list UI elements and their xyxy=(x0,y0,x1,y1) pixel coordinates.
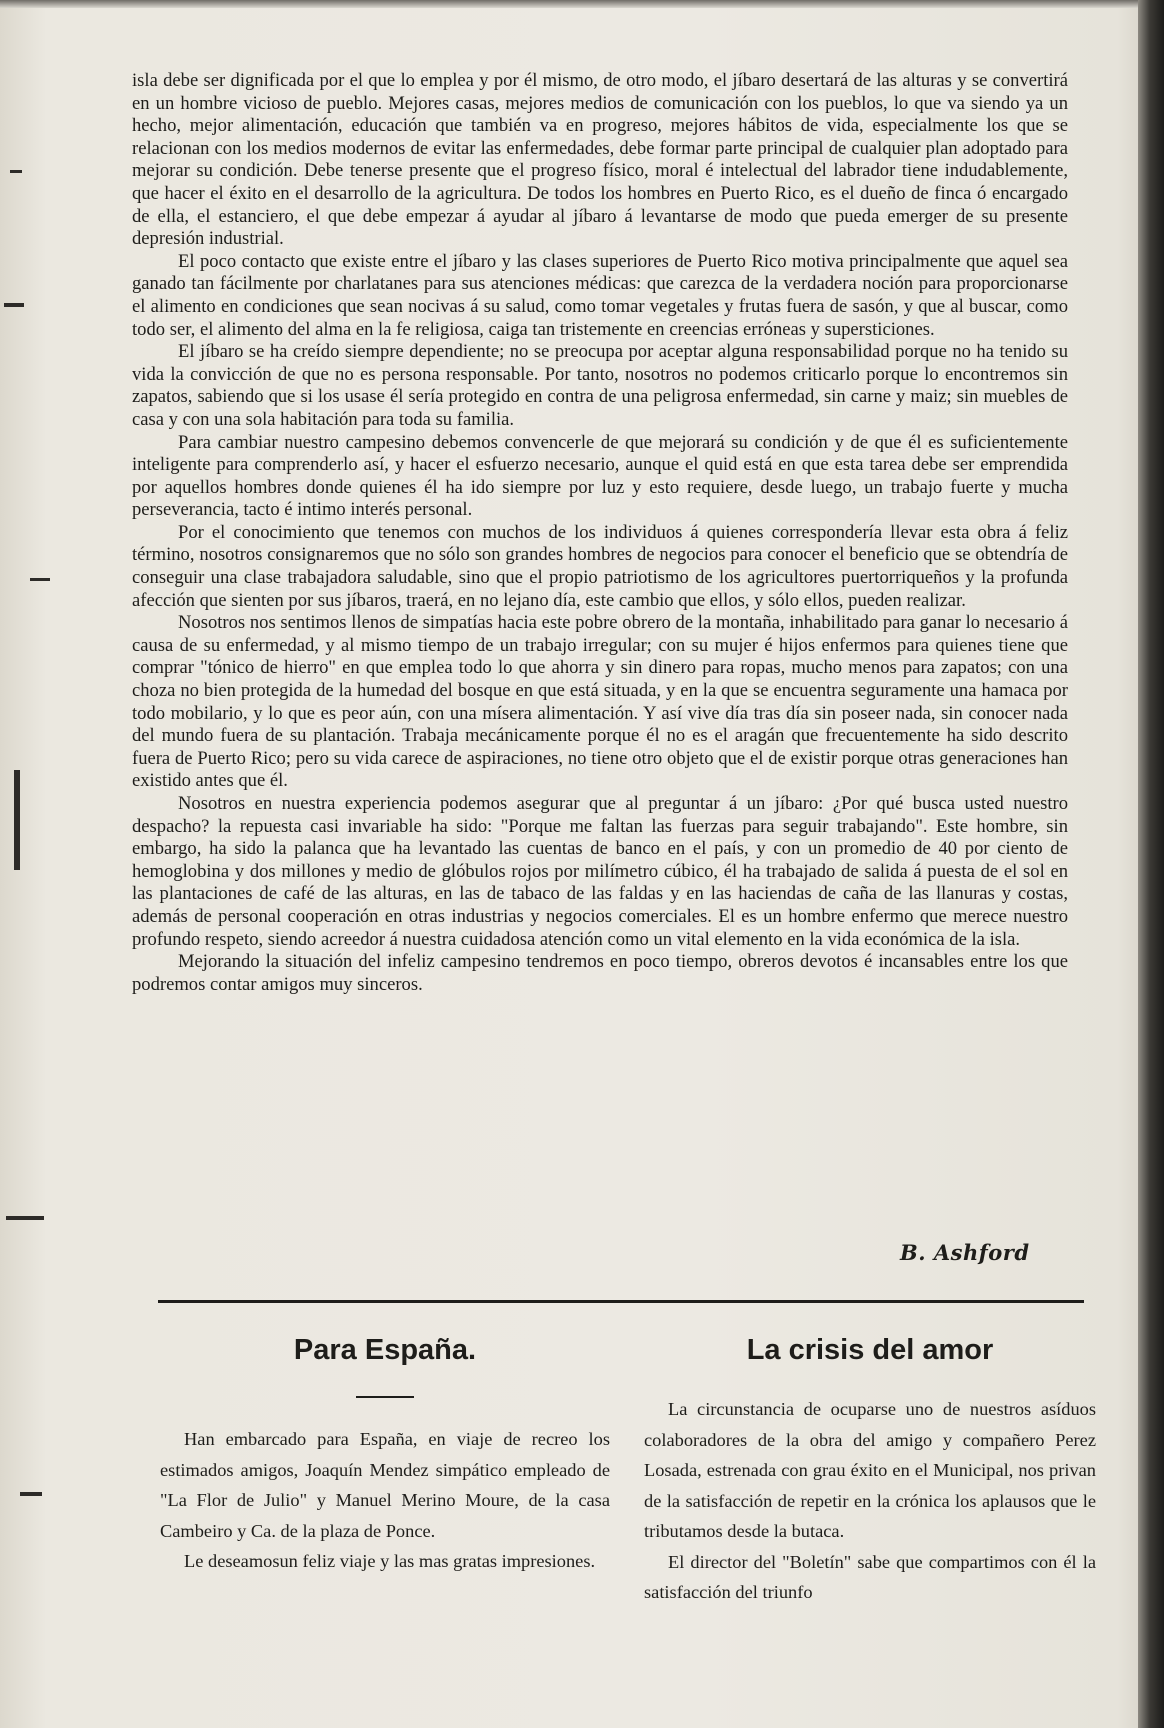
main-article xyxy=(132,70,1068,996)
left-column xyxy=(160,1324,610,1577)
page-top-edge xyxy=(0,0,1164,8)
section-divider xyxy=(158,1300,1084,1303)
article-paragraph: isla debe ser dignificada por el que lo emplea y por él mismo, de otro modo, el jíbaro desertará de las alturas y se convertirá en un hombre vicioso de pueblo. Mejores casas, mejores medios de comunicación con los pueblos, lo que va siendo ya un hecho, mejor alimentación, educación que también va en progreso, mejores hábitos de vida, especialmente los que se relacionan con los medios modernos de evitar las enfermedades, debe formar parte principal de cualquier plan adoptado para mejorar su condición. Debe tenerse presente que el progreso físico, moral é intelectual del labrador tiene indudablemente, que hacer el éxito en el desarrollo de la agricultura. De todos los hombres en Puerto Rico, es el dueño de finca ó encargado de ella, el estanciero, el que debe empezar á ayudar al jíbaro á levantarse de modo que pueda emerger de su presente depresión industrial. xyxy=(132,70,1068,250)
title-underline xyxy=(356,1396,414,1398)
article-paragraph: Nosotros en nuestra experiencia podemos asegurar que al preguntar á un jíbaro: ¿Por qué busca usted nuestro despacho? la repuesta casi invariable ha sido: "Porque me faltan las fuerzas para seguir trabajando". Este hombre, sin embargo, ha sido la palanca que ha levantado las cuentas de banco en el país, y con un promedio de 40 por ciento de hemoglobina y dos millones y medio de glóbulos rojos por milímetro cúbico, él ha trabajado de salida á puesta de el sol en las plantaciones de café de las alturas, en las de tabaco de las faldas y en las haciendas de caña de las llanuras y costas, además de personal cooperación en otras industrias y negocios comerciales. El es un hombre enfermo que merece nuestro profundo respeto, siendo acreedor á nuestra cuidadosa atención como un vital elemento en la vida económica de la isla. xyxy=(132,793,1068,950)
right-column-title: La crisis del amor xyxy=(746,1334,994,1366)
left-column-paragraph: Le deseamosun feliz viaje y las mas gratas impresiones. xyxy=(184,1551,596,1571)
page-right-edge xyxy=(1138,0,1164,1728)
article-paragraph: Para cambiar nuestro campesino debemos convencerle de que mejorará su condición y de que él es suficientemente inteligente para comprenderlo así, y hacer el esfuerzo necesario, aunque el quid está en que esta tarea debe ser emprendida por aquellos hombres donde quienes él ha ido siempre por luz y esto requiere, desde luego, un trabajo fuerte y mucha perseverancia, tacto é intimo interés personal. xyxy=(132,431,1068,521)
margin-mark-2 xyxy=(4,303,24,307)
left-column-paragraph: Han embarcado para España, en viaje de recreo los estimados amigos, Joaquín Mendez simpático empleado de "La Flor de Julio" y Manuel Merino Moure, de la casa Cambeiro y Ca. de la plaza de Ponce. xyxy=(160,1429,610,1541)
article-paragraph: Por el conocimiento que tenemos con muchos de los individuos á quienes correspondería llevar esta obra á feliz término, nosotros consignaremos que no sólo son grandes hombres de negocios para conocer el beneficio que se obtendría de conseguir una clase trabajadora saludable, sino que el propio patriotismo de los agricultores puertorriqueños y la profunda afección que sienten por sus jíbaros, traerá, en no lejano día, este cambio que ellos, y sólo ellos, pueden realizar. xyxy=(132,521,1068,611)
margin-mark-5 xyxy=(6,1216,44,1220)
margin-mark-4 xyxy=(14,770,20,870)
author-signature: B. Ashford xyxy=(900,1240,1030,1265)
margin-mark-1 xyxy=(10,170,22,173)
article-paragraph: El jíbaro se ha creído siempre dependiente; no se preocupa por aceptar alguna responsabilidad porque no ha tenido su vida la convicción de que no es persona responsable. Por tanto, nosotros no podemos criticarlo porque lo encontremos sin zapatos, sabiendo que si los usase él sería protegido en contra de una peligrosa enfermedad, sin carne y maiz; sin muebles de casa y con una sola habitación para toda su familia. xyxy=(132,341,1068,430)
margin-mark-6 xyxy=(20,1492,42,1496)
margin-mark-3 xyxy=(30,578,50,581)
article-paragraph: Nosotros nos sentimos llenos de simpatías hacia este pobre obrero de la montaña, inhabilitado para ganar lo necesario á causa de su enfermedad, y al mismo tiempo de un trabajo irregular; con su mujer é hijos enfermos para quienes tiene que comprar "tónico de hierro" en que emplea todo lo que ahorra y sin dinero para ropas, mucho menos para zapatos; con una choza no bien protegida de la humedad del bosque en que está situada, y en la que se encuentra seguramente una hamaca por todo mobilario, y lo que es peor aún, con una mísera alimentación. Y así vive día tras día sin poseer nada, sin conocer nada del mundo fuera de su plantación. Trabaja mecánicamente porque él no es el aragán que frecuentemente ha sido descrito fuera de Puerto Rico; pero su vida carece de aspiraciones, no tiene otro objeto que el de existir porque otras generaciones han existido antes que él. xyxy=(132,612,1068,792)
right-column-paragraph: La circunstancia de ocuparse uno de nuestros asíduos colaboradores de la obra del amigo y compañero Perez Losada, estrenada con grau éxito en el Municipal, nos privan de la satisfacción de repetir en la crónica los aplausos que le tributamos desde la butaca. xyxy=(644,1399,1096,1541)
article-paragraph: Mejorando la situación del infeliz campesino tendremos en poco tiempo, obreros devotos é incansables entre los que podremos contar amigos muy sinceros. xyxy=(132,951,1068,995)
right-column xyxy=(644,1324,1096,1608)
left-column-title: Para España. xyxy=(293,1334,477,1366)
article-paragraph: El poco contacto que existe entre el jíbaro y las clases superiores de Puerto Rico motiva principalmente que aquel sea ganado tan fácilmente por charlatanes para sus atenciones médicas: que carezca de la verdadera noción para proporcionarse el alimento en condiciones que sean nocivas á su salud, como tomar vegetales y frutas fuera de sasón, y que al buscar, como todo ser, el alimento del alma en la fe religiosa, caiga tan tristemente en creencias erróneas y supersticiones. xyxy=(132,250,1068,340)
right-column-paragraph: El director del "Boletín" sabe que compartimos con él la satisfacción del triunfo xyxy=(644,1551,1096,1602)
